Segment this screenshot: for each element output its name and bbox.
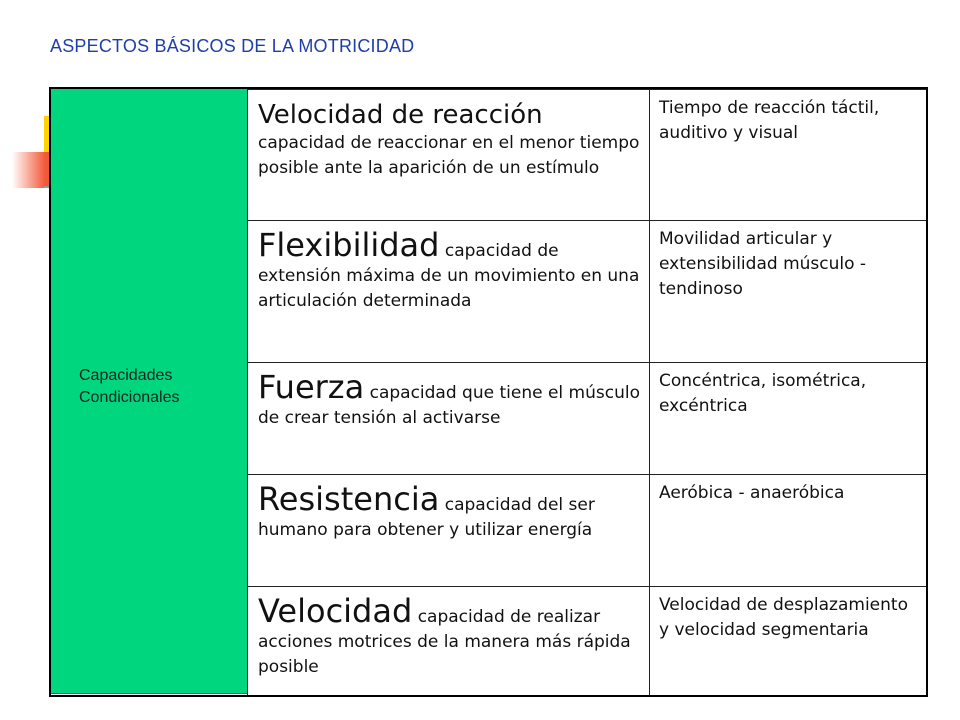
types-cell: Tiempo de reacción táctil, auditivo y visual xyxy=(659,98,880,143)
types-cell: Aeróbica - anaeróbica xyxy=(659,483,845,503)
description-cell xyxy=(258,227,643,314)
capacity-term: Resistencia xyxy=(258,480,440,518)
description-cell xyxy=(258,100,643,181)
description-cell xyxy=(258,481,643,543)
capacity-term: Velocidad xyxy=(258,592,413,630)
table-row xyxy=(248,586,926,696)
description-cell xyxy=(258,593,643,680)
description-cell xyxy=(258,369,643,431)
table-row xyxy=(248,89,926,221)
types-cell: Movilidad articular y extensibilidad músculo - tendinoso xyxy=(659,229,867,299)
capacity-term: Velocidad de reacción xyxy=(258,100,543,130)
types-cell: Velocidad de desplazamiento y velocidad segmentaria xyxy=(659,595,908,640)
capacity-definition: capacidad del ser humano para obtener y utilizar energía xyxy=(258,495,595,540)
capacity-definition: capacidad de realizar acciones motrices de la manera más rápida posible xyxy=(258,607,631,677)
category-cell xyxy=(51,89,247,694)
table-row xyxy=(248,474,926,587)
types-cell: Concéntrica, isométrica, excéntrica xyxy=(659,371,867,416)
page-title: ASPECTOS BÁSICOS DE LA MOTRICIDAD xyxy=(50,36,415,56)
table-row xyxy=(248,220,926,363)
capacity-term: Fuerza xyxy=(258,368,365,406)
capacity-definition: capacidad que tiene el músculo de crear tensión al activarse xyxy=(258,383,640,428)
capacity-definition: capacidad de reaccionar en el menor tiempo posible ante la aparición de un estímulo xyxy=(258,133,640,178)
table-row xyxy=(248,362,926,475)
capacity-definition: capacidad de extensión máxima de un movimiento en una articulación determinada xyxy=(258,241,640,311)
category-label: Capacidades Condicionales xyxy=(79,367,180,406)
capacity-term: Flexibilidad xyxy=(258,226,440,264)
capacities-table xyxy=(49,87,928,697)
